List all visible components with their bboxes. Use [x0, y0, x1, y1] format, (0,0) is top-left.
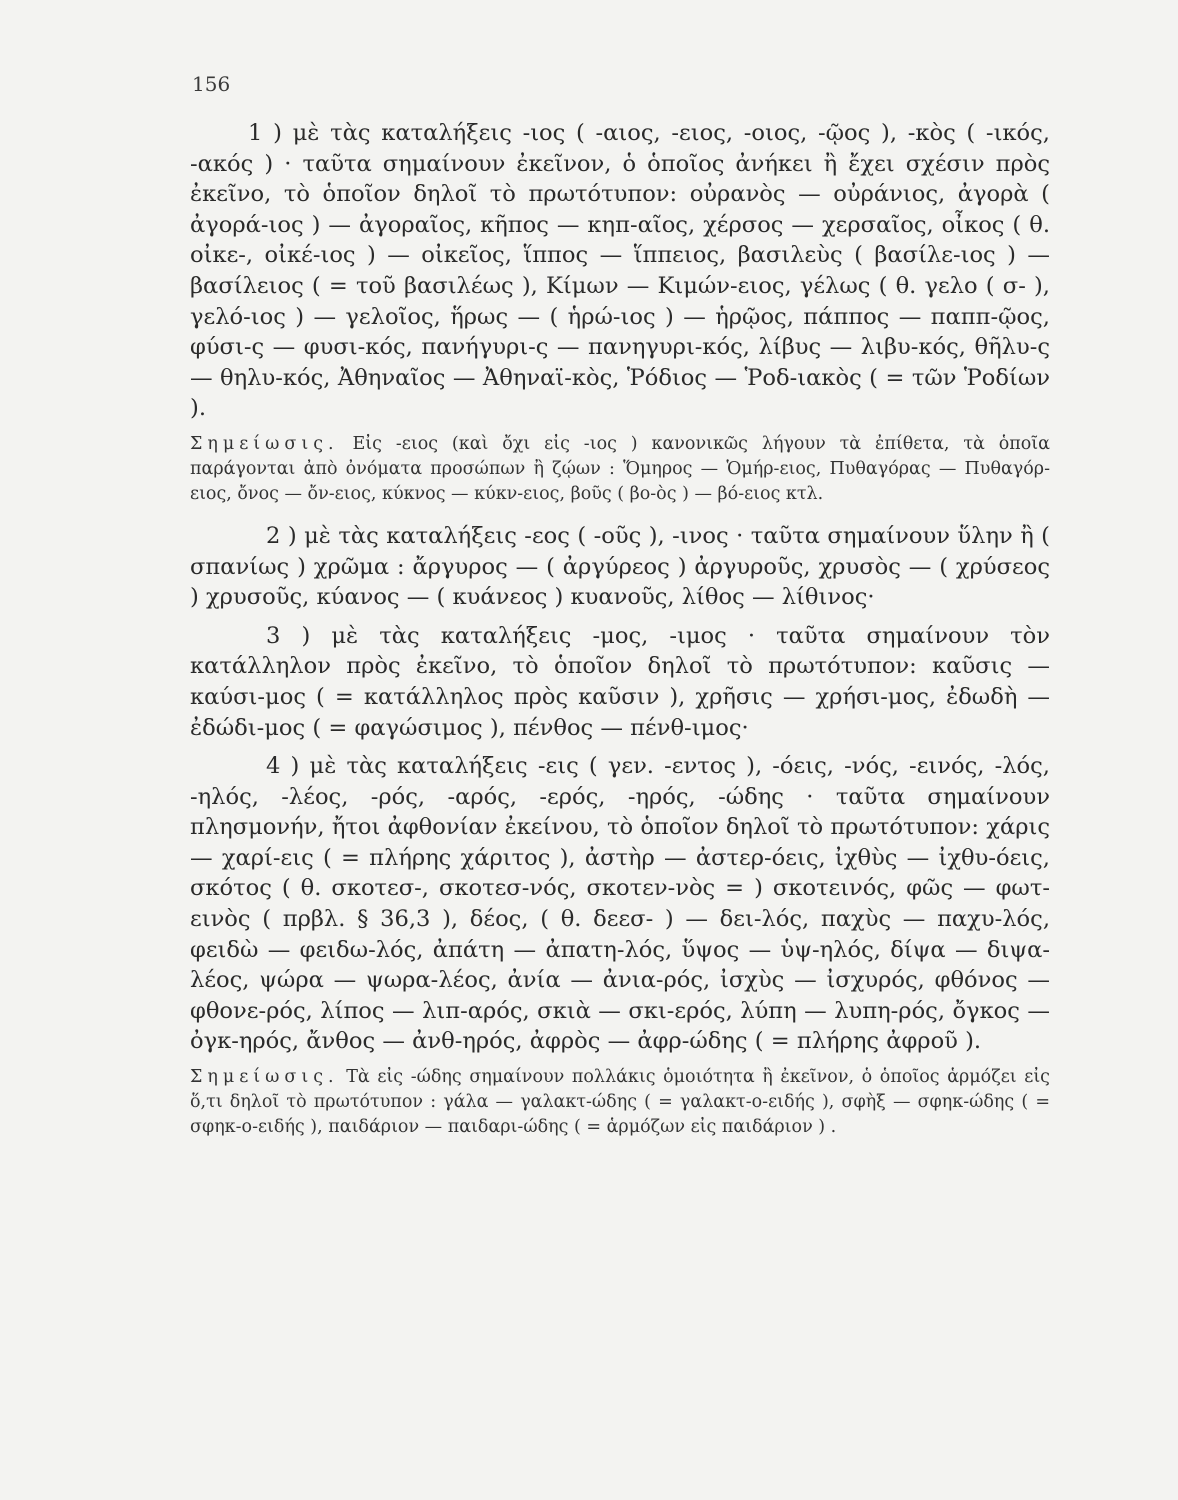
paragraph-2: 2 ) μὲ τὰς καταλήξεις -εος ( -οῦς ), -ινος · ταῦτα σημαίνουν ὕλην ἢ ( σπανίως ) χρῶμα : ἄργυρος — ( ἀργύρεος ) ἀργυροῦς, χρυσὸς — ( χρύσεος ) χρυσοῦς, κύανος — ( κυάνεος ) κυανοῦς, λίθος — λίθινος·: [190, 522, 1050, 611]
paragraph-4: 4 ) μὲ τὰς καταλήξεις -εις ( γεν. -εντος ), -όεις, -νός, -εινός, -λός, -ηλός, -λέος, -ρός, -αρός, -ερός, -ηρός, -ώδης · ταῦτα σημαίνουν πλησμονήν, ἤτοι ἀφθονίαν ἐκείνου, τὸ ὁποῖον δηλοῖ τὸ πρωτότυπον: χάρις — χαρί-εις ( = πλήρης χάριτος ), ἀστὴρ — ἀστερ-όεις, ἰχθὺς — ἰχθυ-όεις, σκότος ( θ. σκοτεσ-, σκοτεσ-νός, σκοτεν-νὸς = ) σκοτεινός, φῶς — φωτ-εινὸς ( πρβλ. § 36,3 ), δέος, ( θ. δεεσ- ) — δει-λός, παχὺς — παχυ-λός, φειδὼ — φειδω-λός, ἀπάτη — ἀπατη-λός, ὕψος — ὑψ-ηλός, δίψα — διψα-λέος, ψώρα — ψωρα-λέος, ἀνία — ἀνια-ρός, ἰσχὺς — ἰσχυρός, φθόνος — φθονε-ρός, λίπος — λιπ-αρός, σκιὰ — σκι-ερός, λύπη — λυπη-ρός, ὄγκος — ὀγκ-ηρός, ἄνθος — ἀνθ-ηρός, ἀφρὸς — ἀφρ-ώδης ( = πλήρης ἀφροῦ ).: [190, 753, 1050, 1055]
note-2: [190, 1065, 1050, 1140]
note-1: [190, 432, 1050, 507]
page-body: [190, 118, 1050, 1154]
paragraph-1: 1 ) μὲ τὰς καταλήξεις -ιος ( -αιος, -ειος, -οιος, -ῷος ), -κὸς ( -ικός, -ακός ) · ταῦτα σημαίνουν ἐκεῖνον, ὁ ὁποῖος ἀνήκει ἢ ἔχει σχέσιν πρὸς ἐκεῖνο, τὸ ὁποῖον δηλοῖ τὸ πρωτότυπον: οὐρανὸς — οὐράνιος, ἀγορὰ ( ἀγορά-ιος ) — ἀγοραῖος, κῆπος — κηπ-αῖος, χέρσος — χερσαῖος, οἶκος ( θ. οἰκε-, οἰκέ-ιος ) — οἰκεῖος, ἵππος — ἵππειος, βασιλεὺς ( βασίλε-ιος ) — βασίλειος ( = τοῦ βασιλέως ), Κίμων — Κιμών-ειος, γέλως ( θ. γελο ( σ- ), γελό-ιος ) — γελοῖος, ἥρως — ( ἡρώ-ιος ) — ἡρῷος, πάππος — παππ-ῷος, φύσι-ς — φυσι-κός, πανήγυρι-ς — πανηγυρι-κός, λίβυς — λιβυ-κός, θῆλυ-ς — θηλυ-κός, Ἀθηναῖος — Ἀθηναϊ-κὸς, Ῥόδιος — Ῥοδ-ιακὸς ( = τῶν Ῥοδίων ).: [190, 120, 1050, 422]
page-number: 156: [192, 72, 231, 96]
note-1-text: Εἰς -ειος (καὶ ὄχι εἰς -ιος ) κανονικῶς λήγουν τὰ ἐπίθετα, τὰ ὁποῖα παράγονται ἀπὸ ὀνόματα προσώπων ἢ ζῴων : Ὅμηρος — Ὁμήρ-ειος, Πυθαγόρας — Πυθαγόρ-ειος, ὄνος — ὄν-ειος, κύκνος — κύκν-ειος, βοῦς ( βο-ὸς ) — βό-ειος κτλ.: [190, 433, 1050, 504]
paragraph-3: 3 ) μὲ τὰς καταλήξεις -μος, -ιμος · ταῦτα σημαίνουν τὸν κατάλληλον πρὸς ἐκεῖνο, τὸ ὁποῖον δηλοῖ τὸ πρωτότυπον: καῦσις — καύσι-μος ( = κατάλληλος πρὸς καῦσιν ), χρῆσις — χρήσι-μος, ἐδωδὴ — ἐδώδι-μος ( = φαγώσιμος ), πένθος — πένθ-ιμος·: [190, 622, 1050, 741]
note-1-label: Σημείωσις.: [190, 433, 339, 454]
note-2-label: Σημείωσις.: [190, 1067, 339, 1088]
note-2-text: Τὰ εἰς -ώδης σημαίνουν πολλάκις ὁμοιότητα ἢ ἐκεῖνον, ὁ ὁποῖος ἁρμόζει εἰς ὅ,τι δηλοῖ τὸ πρωτότυπον : γάλα — γαλακτ-ώδης ( = γαλακτ-ο-ειδής ), σφὴξ — σφηκ-ώδης ( = σφηκ-ο-ειδής ), παιδάριον — παιδαρι-ώδης ( = ἁρμόζων εἰς παιδάριον ) .: [190, 1067, 1050, 1138]
